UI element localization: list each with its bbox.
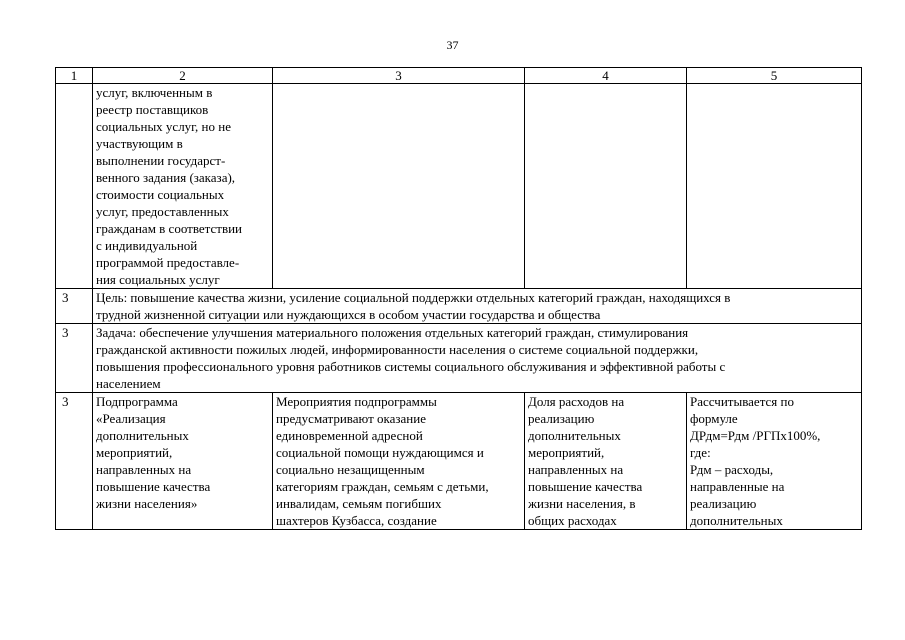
text-line: услуг, предоставленных [96,204,229,219]
empty-cell [687,84,862,289]
text-line: венного задания (заказа), [96,170,236,185]
text-line: направленных на [528,462,624,477]
text-line: повышение качества [96,479,211,494]
row-number-cell: 3 [56,393,93,530]
text-line: общих расходах [528,513,617,528]
row-number-cell: 3 [56,324,93,393]
text-line: реализацию [690,496,757,511]
text-line: услуг, включенным в [96,85,213,100]
row-number-cell: 3 [56,289,93,324]
row-number-cell [56,84,93,289]
text-line: дополнительных [528,428,621,443]
text-line: Задача: обеспечение улучшения материального положения отдельных категорий граждан, стимулирования [96,325,689,340]
empty-cell [273,84,525,289]
text-line: жизни населения, в [528,496,636,511]
text-line: с индивидуальной [96,238,198,253]
text-line: дополнительных [690,513,783,528]
text-line: где: [690,445,711,460]
text-line: единовременной адресной [276,428,423,443]
text-line: мероприятий, [528,445,605,460]
text-line: трудной жизненной ситуации или нуждающихся в особом участии государства и общества [96,307,601,322]
text-line: «Реализация [96,411,166,426]
program-name-cell [93,393,273,530]
continuation-row [56,84,862,289]
text-line: ДРдм=Рдм /РГПх100%, [690,428,821,443]
task-text-cell [93,324,862,393]
goal-text-cell [93,289,862,324]
header-cell: 2 [93,68,273,84]
indicator-cell [525,393,687,530]
header-cell: 5 [687,68,862,84]
text-line: направленных на [96,462,192,477]
text-line: программой предоставле- [96,255,240,270]
text-line: шахтеров Кузбасса, создание [276,513,437,528]
text-line: выполнении государст- [96,153,226,168]
text-line: гражданской активности пожилых людей, информированности населения о системе социальной поддержки, [96,342,699,357]
text-line: повышения профессионального уровня работников системы социального обслуживания и эффективной работы с [96,359,726,374]
text-line: реализацию [528,411,595,426]
text-line: реестр поставщиков [96,102,209,117]
text-line: Мероприятия подпрограммы [276,394,437,409]
text-line: Рдм – расходы, [690,462,774,477]
text-line: социальной помощи нуждающимся и [276,445,484,460]
continuation-text-cell [93,84,273,289]
text-line: гражданам в соответствии [96,221,243,236]
text-line: формуле [690,411,738,426]
program-row [56,393,862,530]
table-header-row [56,68,862,84]
task-row [56,324,862,393]
text-line: жизни населения» [96,496,198,511]
text-line: социальных услуг, но не [96,119,231,134]
text-line: предусматривают оказание [276,411,426,426]
formula-cell [687,393,862,530]
program-activities-cell [273,393,525,530]
text-line: Доля расходов на [528,394,625,409]
empty-cell [525,84,687,289]
goal-row [56,289,862,324]
header-cell: 1 [56,68,93,84]
page-number: 37 [446,38,459,52]
text-line: инвалидам, семьям погибших [276,496,442,511]
text-line: участвующим в [96,136,183,151]
text-line: социально незащищенным [276,462,425,477]
text-line: мероприятий, [96,445,173,460]
text-line: направленные на [690,479,785,494]
text-line: Подпрограмма [96,394,178,409]
text-line: Рассчитывается по [690,394,794,409]
text-line: Цель: повышение качества жизни, усиление социальной поддержки отдельных категорий граждан, находящихся в [96,290,731,305]
header-cell: 4 [525,68,687,84]
text-line: категориям граждан, семьям с детьми, [276,479,489,494]
text-line: ния социальных услуг [96,272,220,287]
header-cell: 3 [273,68,525,84]
text-line: дополнительных [96,428,189,443]
text-line: стоимости социальных [96,187,225,202]
text-line: повышение качества [528,479,643,494]
text-line: населением [96,376,161,391]
program-table [55,67,862,530]
